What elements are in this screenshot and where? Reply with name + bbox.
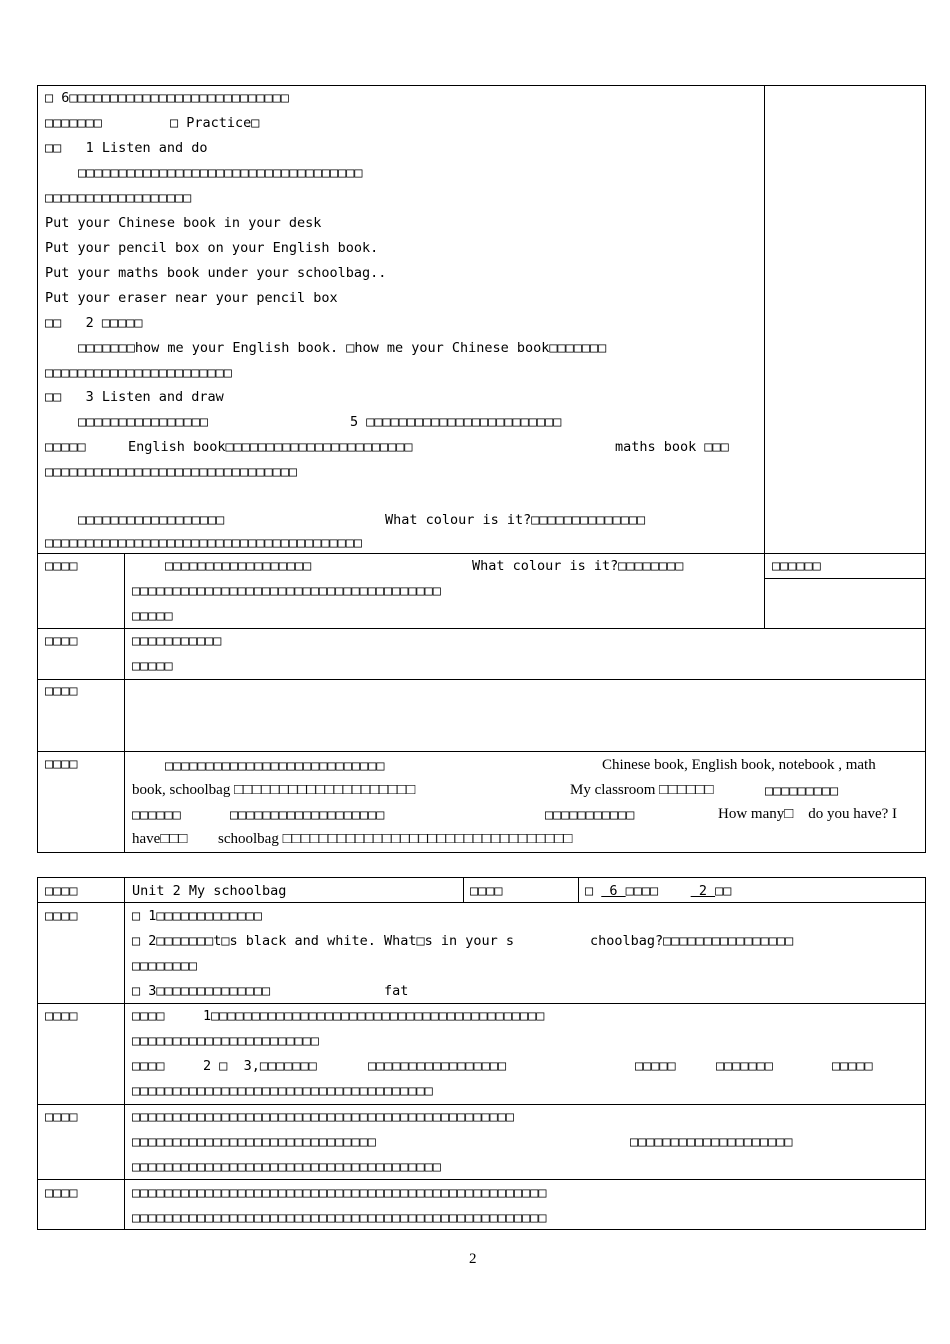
row-divider-board: [37, 628, 926, 629]
header-divider: [578, 877, 579, 902]
analysis-text: □□□□□□□□□□□: [545, 807, 635, 823]
text-line: □□□□□□□□□□□□□□□□□□: [78, 512, 225, 528]
key-line: □□□□: [132, 1058, 165, 1074]
text-line: 5 □□□□□□□□□□□□□□□□□□□□□□□□: [350, 414, 562, 430]
activity-listen-and-draw: □□ 3 Listen and draw: [45, 389, 224, 405]
goal-line: □ 1□□□□□□□□□□□□□: [132, 908, 263, 924]
key-line: 2 □ 3,□□□□□□□: [203, 1058, 317, 1074]
text-line: □ 6□□□□□□□□□□□□□□□□□□□□□□□□□□□: [45, 90, 289, 106]
right-column-divider: [764, 85, 765, 629]
prep-line: □□□□□□□□□□□□□□□□□□□□□□□□□□□□□□□□□□□□□□□□□□□□□□□: [132, 1109, 515, 1125]
homework-text: □□□□□□□□□□□□□□□□□□: [165, 558, 312, 574]
row-divider: [37, 1104, 926, 1105]
prep-label: □□□□: [45, 1109, 78, 1125]
goal-line: choolbag?□□□□□□□□□□□□□□□□: [590, 933, 794, 949]
goal-line: □ 2□□□□□□□t□s black and white. What□s in your s: [132, 933, 515, 949]
row-divider-analysis: [37, 751, 926, 752]
instruction-line: Put your maths book under your schoolbag..: [45, 265, 387, 281]
text-line: What colour is it?□□□□□□□□□□□□□□: [385, 512, 646, 528]
text-line: □□□□□□□: [45, 115, 102, 131]
analysis-text: My classroom □□□□□□: [570, 782, 714, 798]
board-label: □□□□: [45, 633, 78, 649]
analysis-text: schoolbag □□□□□□□□□□□□□□□□□□□□□□□□□□□□□□□□: [218, 831, 573, 847]
key-label: □□□□: [45, 1008, 78, 1024]
text-line: □□□□□□□□□□□□□□□□□□□□□□□: [45, 365, 232, 381]
key-line: □□□□□□□□□□□□□□□□□□□□□□□□□□□□□□□□□□□□□: [132, 1083, 433, 1099]
instruction-line: Put your eraser near your pencil box: [45, 290, 338, 306]
analysis-text: have□□□: [132, 831, 188, 847]
side-cell-label: □□□□□□: [772, 558, 821, 574]
instruction-line: Put your Chinese book in your desk: [45, 215, 322, 231]
label-column-divider: [124, 553, 125, 853]
analysis-text: □□□□□□: [132, 807, 181, 823]
homework-text: □□□□□: [132, 608, 173, 624]
homework-label: □□□□: [45, 558, 78, 574]
side-cell-divider: [764, 578, 926, 579]
key-line: □□□□□□□: [716, 1058, 773, 1074]
prep-line: □□□□□□□□□□□□□□□□□□□□□□□□□□□□□□□□□□□□□□: [132, 1159, 441, 1175]
key-line: □□□□□: [635, 1058, 676, 1074]
prep-line: □□□□□□□□□□□□□□□□□□□□□□□□□□□□□□: [132, 1134, 376, 1150]
key-line: □□□□□□□□□□□□□□□□□□□□□□□: [132, 1033, 319, 1049]
section-practice: □ Practice□: [170, 115, 260, 131]
period-label: □□□□: [470, 883, 503, 899]
process-line: □□□□□□□□□□□□□□□□□□□□□□□□□□□□□□□□□□□□□□□□□□□□□□□□□□□: [132, 1210, 547, 1226]
analysis-text: book, schoolbag □□□□□□□□□□□□□□□□□□□□: [132, 782, 416, 798]
text-line: □□□□□□□□□□□□□□□□□□□□□□□□□□□□□□□: [45, 464, 297, 480]
goal-line: fat: [384, 983, 409, 999]
row-divider-reflection: [37, 679, 926, 680]
period-value: □ 6 □□□□ 2 □□: [585, 883, 732, 899]
row-divider: [37, 1179, 926, 1180]
reflection-label: □□□□: [45, 683, 78, 699]
key-line: 1□□□□□□□□□□□□□□□□□□□□□□□□□□□□□□□□□□□□□□□□□: [203, 1008, 545, 1024]
analysis-text: □□□□□□□□□: [765, 783, 839, 799]
activity-2: □□ 2 □□□□□: [45, 315, 143, 331]
text-line: □□□□□: [45, 439, 86, 455]
homework-text: □□□□□□□□□□□□□□□□□□□□□□□□□□□□□□□□□□□□□□: [132, 583, 441, 599]
analysis-text: □□□□□□□□□□□□□□□□□□□□□□□□□□□: [165, 758, 385, 774]
analysis-text: Chinese book, English book, notebook , math: [602, 757, 876, 773]
key-line: □□□□□□□□□□□□□□□□□: [368, 1058, 507, 1074]
goal-line: □ 3□□□□□□□□□□□□□□: [132, 983, 271, 999]
key-line: □□□□□: [832, 1058, 873, 1074]
row-divider: [37, 902, 926, 903]
process-line: □□□□□□□□□□□□□□□□□□□□□□□□□□□□□□□□□□□□□□□□□□□□□□□□□□□: [132, 1185, 547, 1201]
goal-line: □□□□□□□□: [132, 958, 198, 974]
analysis-text: □□□□□□□□□□□□□□□□□□□: [230, 807, 385, 823]
analysis-text: How many□ do you have? I: [718, 806, 898, 822]
text-line: □□□□□□□□□□□□□□□□□□□□□□□□□□□□□□□□□□□□□□□: [45, 535, 362, 551]
page-number: 2: [469, 1251, 477, 1267]
board-text: □□□□□: [132, 658, 173, 674]
activity-listen-and-do: □□ 1 Listen and do: [45, 140, 208, 156]
label-column-divider: [124, 877, 125, 1230]
lower-table: [37, 877, 926, 1230]
title-label: □□□□: [45, 883, 78, 899]
text-line: □□□□□□□□□□□□□□□□□□□□□□□□□□□□□□□□□□□: [78, 165, 363, 181]
instruction-line: Put your pencil box on your English book.: [45, 240, 379, 256]
prep-line: □□□□□□□□□□□□□□□□□□□□: [630, 1134, 793, 1150]
key-line: □□□□: [132, 1008, 165, 1024]
goals-label: □□□□: [45, 908, 78, 924]
process-label: □□□□: [45, 1185, 78, 1201]
row-divider: [37, 1003, 926, 1004]
text-line: □□□□□□□□□□□□□□□□: [78, 414, 209, 430]
analysis-label: □□□□: [45, 756, 78, 772]
text-line: □□□□□□□how me your English book. □how me your Chinese book□□□□□□□: [78, 340, 607, 356]
board-text: □□□□□□□□□□□: [132, 633, 222, 649]
text-line: maths book □□□: [615, 439, 729, 455]
lesson-title: Unit 2 My schoolbag: [132, 883, 287, 899]
header-divider: [463, 877, 464, 902]
row-divider-homework: [37, 553, 926, 554]
text-line: English book□□□□□□□□□□□□□□□□□□□□□□□: [128, 439, 413, 455]
homework-text: What colour is it?□□□□□□□□: [472, 558, 684, 574]
text-line: □□□□□□□□□□□□□□□□□□: [45, 190, 192, 206]
